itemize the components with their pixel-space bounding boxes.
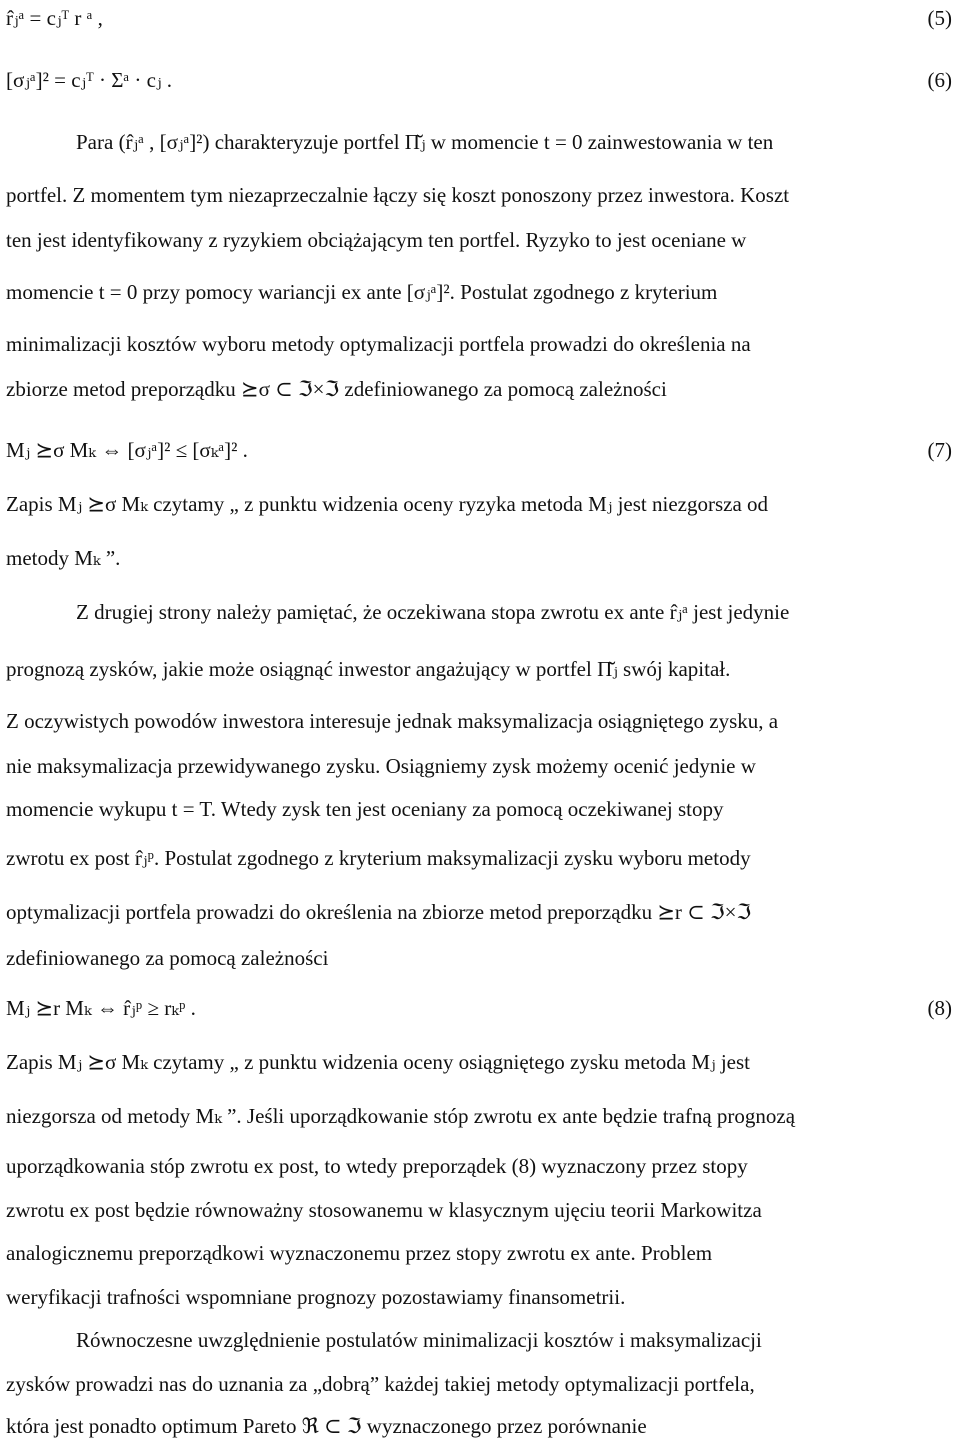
paragraph-3-line-1 <box>6 602 952 623</box>
text-line: Równoczesne uwzględnienie postulatów minimalizacji kosztów i maksymalizacji <box>76 1328 762 1352</box>
text-line: ten jest identyfikowany z ryzykiem obciążającym ten portfel. Ryzyko to jest oceniane w <box>6 228 747 252</box>
paragraph-3-line-8 <box>6 948 952 969</box>
text-line: prognozą zysków, jakie może osiągnąć inwestor angażujący w portfel Π̆ⱼ swój kapitał. <box>6 657 731 681</box>
paragraph-4-line-3 <box>6 1156 952 1177</box>
paragraph-2-line-2 <box>6 548 952 569</box>
text-line: zwrotu ex post r̂ⱼᵖ. Postulat zgodnego z kryterium maksymalizacji zysku wyboru metody <box>6 846 751 870</box>
paragraph-3-line-7 <box>6 902 952 923</box>
text-line: metody Mₖ ”. <box>6 546 121 570</box>
equation-5-body: r̂ⱼᵃ = cⱼᵀ r ᵃ , <box>6 6 103 30</box>
equation-6-number: (6) <box>927 68 952 92</box>
text-line: momencie t = 0 przy pomocy wariancji ex ante [σⱼᵃ]². Postulat zgodnego z kryterium <box>6 280 718 304</box>
paragraph-3-line-2 <box>6 659 952 680</box>
paragraph-4-line-6 <box>6 1287 952 1308</box>
paragraph-1-line-4 <box>6 282 952 303</box>
text-line: minimalizacji kosztów wyboru metody optymalizacji portfela prowadzi do określenia na <box>6 332 751 356</box>
paragraph-4-line-1 <box>6 1052 952 1073</box>
text-line: nie maksymalizacja przewidywanego zysku. Osiągniemy zysk możemy ocenić jedynie w <box>6 754 756 778</box>
equation-8 <box>6 998 952 1019</box>
text-line: momencie wykupu t = T. Wtedy zysk ten jest oceniany za pomocą oczekiwanej stopy <box>6 797 724 821</box>
equation-5-number: (5) <box>927 6 952 30</box>
text-line: Z drugiej strony należy pamiętać, że oczekiwana stopa zwrotu ex ante r̂ⱼᵃ jest jedynie <box>76 600 790 624</box>
paragraph-4-line-4 <box>6 1200 952 1221</box>
paragraph-5-line-3 <box>6 1416 952 1437</box>
text-line: niezgorsza od metody Mₖ ”. Jeśli uporządkowanie stóp zwrotu ex ante będzie trafną prognozą <box>6 1104 796 1128</box>
paragraph-3-line-3 <box>6 711 952 732</box>
equation-8-body: Mⱼ ⪰r Mₖ ⇔ r̂ⱼᵖ ≥ rₖᵖ . <box>6 996 196 1020</box>
paragraph-1-line-6 <box>6 379 952 400</box>
equation-7 <box>6 440 952 461</box>
paragraph-1-line-2 <box>6 185 952 206</box>
paragraph-5-line-2 <box>6 1374 952 1395</box>
text-line: analogicznemu preporządkowi wyznaczonemu przez stopy zwrotu ex ante. Problem <box>6 1241 713 1265</box>
equation-5 <box>6 8 952 29</box>
paragraph-3-line-5 <box>6 799 952 820</box>
paragraph-4-line-2 <box>6 1106 952 1127</box>
equation-6 <box>6 70 952 91</box>
paragraph-2-line-1 <box>6 494 952 515</box>
text-line: Zapis Mⱼ ⪰σ Mₖ czytamy „ z punktu widzenia oceny ryzyka metoda Mⱼ jest niezgorsza od <box>6 492 769 516</box>
equation-7-number: (7) <box>927 438 952 462</box>
text-line: optymalizacji portfela prowadzi do określenia na zbiorze metod preporządku ⪰r ⊂ ℑ×ℑ <box>6 900 752 924</box>
text-line: zysków prowadzi nas do uznania za „dobrą” każdej takiej metody optymalizacji portfela, <box>6 1372 755 1396</box>
text-line: Zapis Mⱼ ⪰σ Mₖ czytamy „ z punktu widzenia oceny osiągniętego zysku metoda Mⱼ jest <box>6 1050 750 1074</box>
text-line: weryfikacji trafności wspomniane prognozy pozostawiamy finansometrii. <box>6 1285 626 1309</box>
paragraph-1-line-1 <box>6 132 952 153</box>
paragraph-1-line-3 <box>6 230 952 251</box>
text-line: uporządkowania stóp zwrotu ex post, to wtedy preporządek (8) wyznaczony przez stopy <box>6 1154 748 1178</box>
text-line: Para (r̂ⱼᵃ , [σⱼᵃ]²) charakteryzuje portfel Π̆ⱼ w momencie t = 0 zainwestowania w ten <box>76 130 774 154</box>
paragraph-5-line-1 <box>6 1330 952 1351</box>
paragraph-1-line-5 <box>6 334 952 355</box>
paragraph-4-line-5 <box>6 1243 952 1264</box>
text-line: Z oczywistych powodów inwestora interesuje jednak maksymalizacja osiągniętego zysku, a <box>6 709 779 733</box>
text-line: portfel. Z momentem tym niezaprzeczalnie łączy się koszt ponoszony przez inwestora. Koszt <box>6 183 790 207</box>
text-line: zbiorze metod preporządku ⪰σ ⊂ ℑ×ℑ zdefiniowanego za pomocą zależności <box>6 377 667 401</box>
paragraph-3-line-4 <box>6 756 952 777</box>
text-line: zwrotu ex post będzie równoważny stosowanemu w klasycznym ujęciu teorii Markowitza <box>6 1198 762 1222</box>
text-line: która jest ponadto optimum Pareto ℜ ⊂ ℑ wyznaczonego przez porównanie <box>6 1414 647 1438</box>
equation-6-body: [σⱼᵃ]² = cⱼᵀ · Σᵃ · cⱼ . <box>6 68 173 92</box>
equation-8-number: (8) <box>927 996 952 1020</box>
equation-7-body: Mⱼ ⪰σ Mₖ ⇔ [σⱼᵃ]² ≤ [σₖᵃ]² . <box>6 438 248 462</box>
paragraph-3-line-6 <box>6 848 952 869</box>
text-line: zdefiniowanego za pomocą zależności <box>6 946 329 970</box>
